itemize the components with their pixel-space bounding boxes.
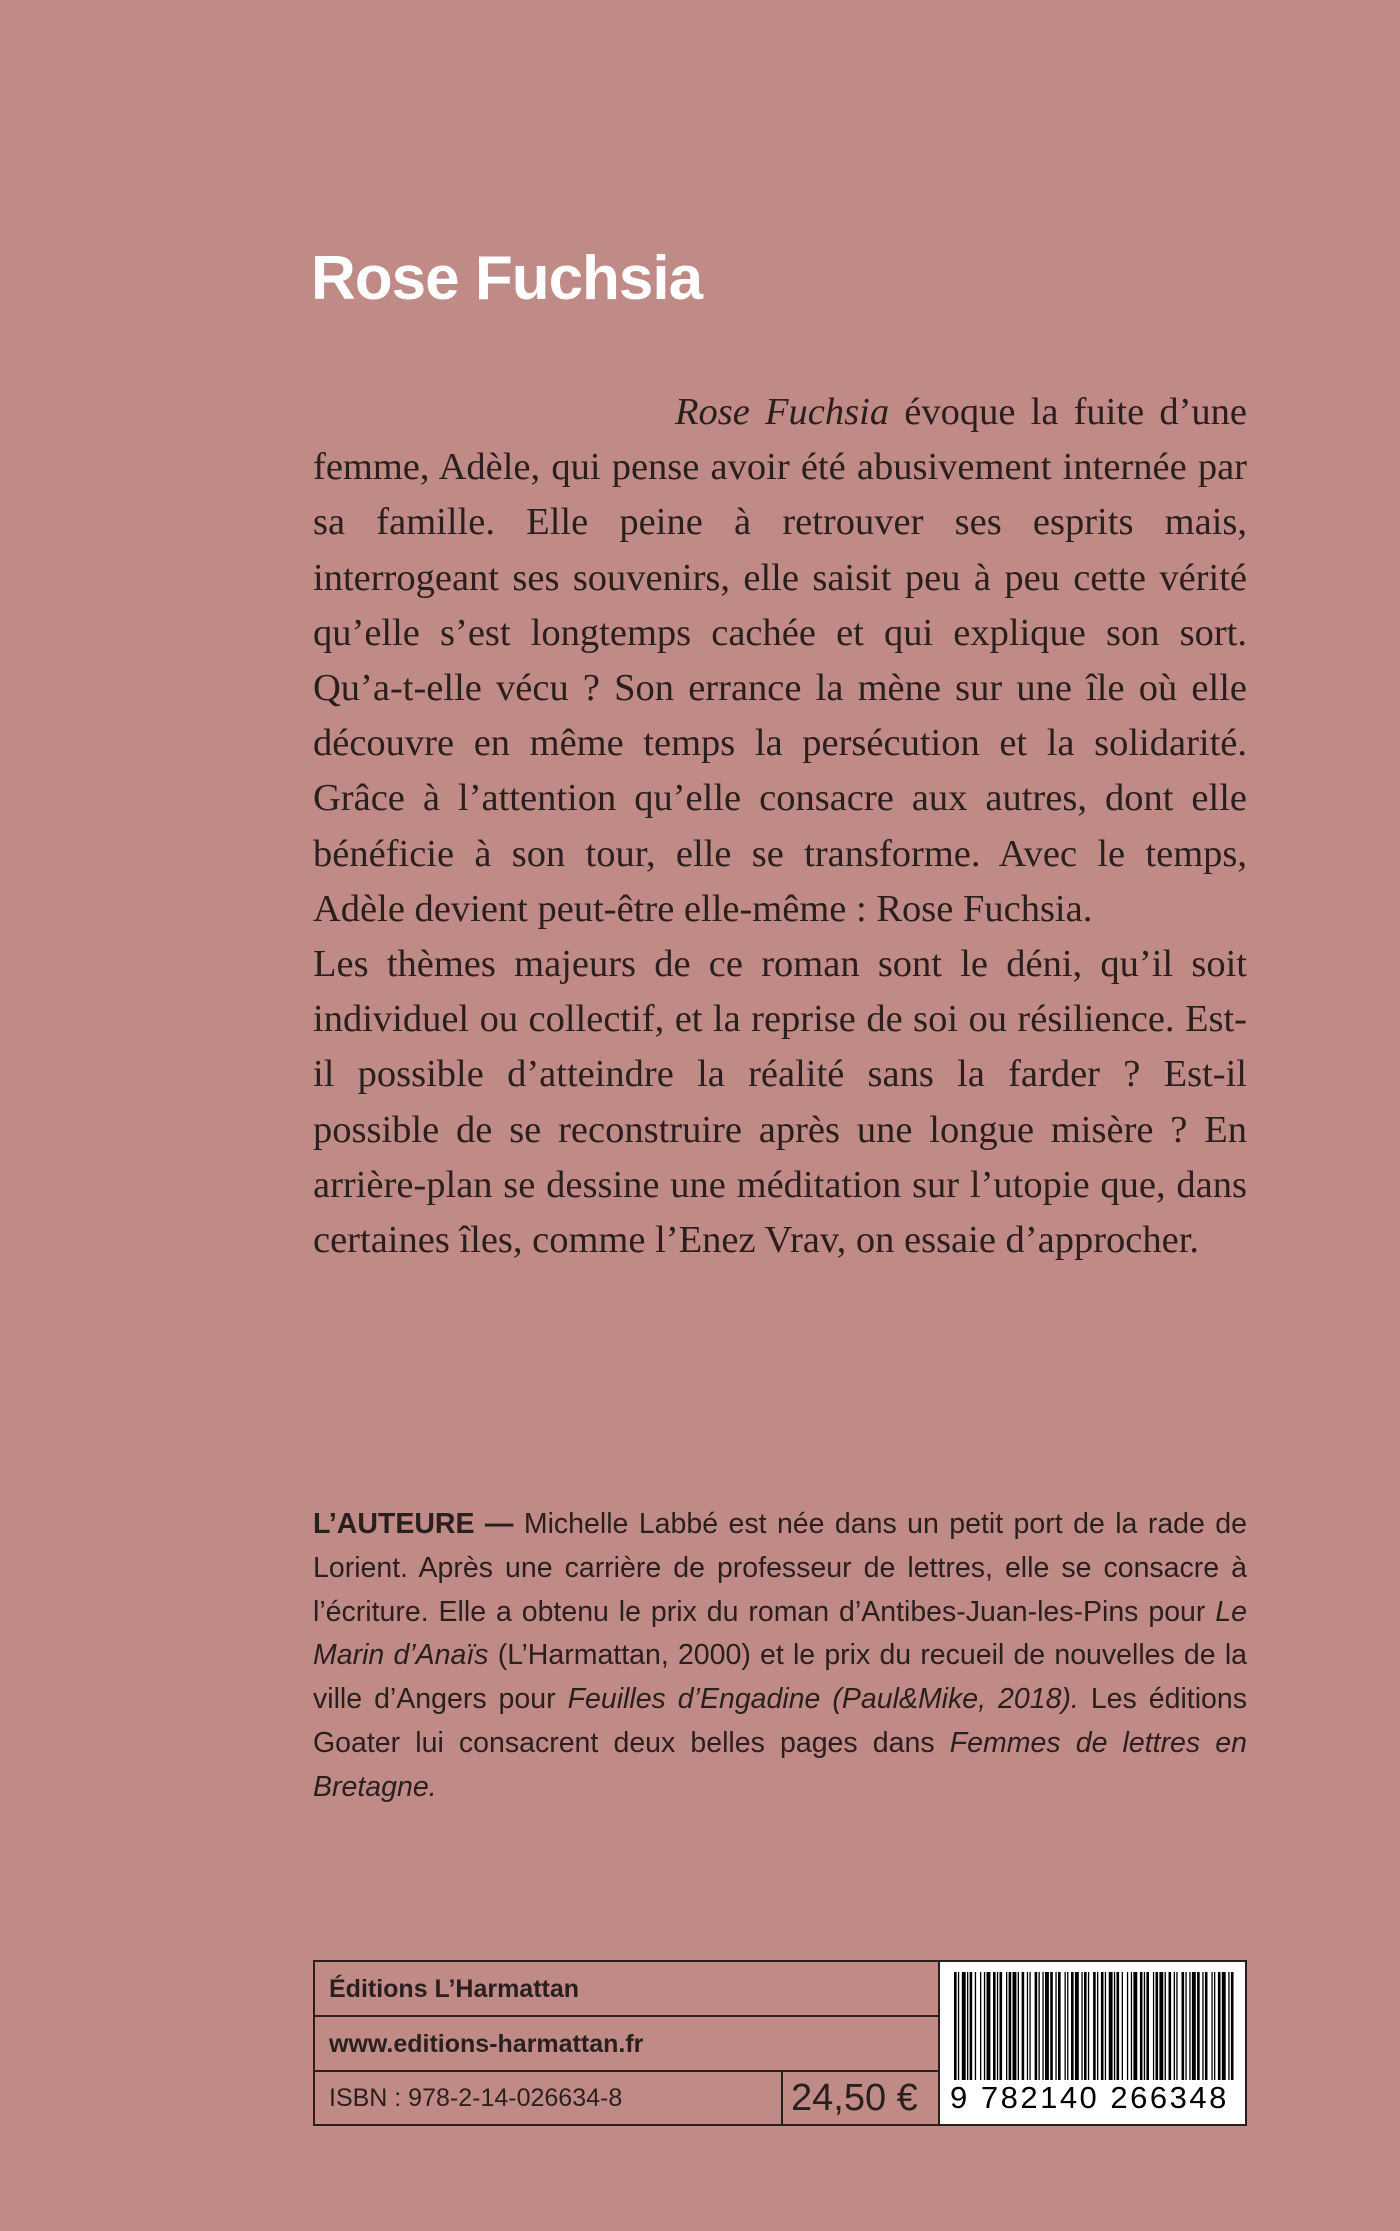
author-bio-work-1: Le Marin d’Anaïs — [313, 1595, 1247, 1672]
blurb-text-1: évoque la fuite d’une femme, Adèle, qui pense avoir été abusivement internée par sa famille. Elle peine à retrouver ses esprits mais, interrogeant ses souvenirs, elle saisit peu à peu cette vérité qu’elle s’est longtemps cachée et qui explique son sort. Qu’a-t-elle vécu ? Son errance la mène sur une île où elle découvre en même temps la persécution et la solidarité. Grâce à l’attention qu’elle consacre aux autres, dont elle bénéficie à son tour, elle se transforme. Avec le temps, Adèle devient peut-être elle-même : Rose Fuchsia. — [313, 391, 1248, 930]
author-bio — [313, 1503, 1247, 1810]
book-title: Rose Fuchsia — [311, 244, 703, 313]
blurb-paragraph-2: Les thèmes majeurs de ce roman sont le déni, qu’il soit individuel ou collectif, et la reprise de soi ou résilience. Est-il possible d’atteindre la réalité sans la farder ? Est-il possible de se reconstruire après une longue misère ? En arrière-plan se dessine une méditation sur l’utopie que, dans certaines îles, comme l’Enez Vrav, on essaie d’approcher. — [313, 943, 1247, 1262]
publisher-website: www.editions-harmattan.fr — [315, 2017, 938, 2072]
blurb-title-italic: Rose Fuchsia — [675, 391, 890, 433]
publisher-name: Éditions L’Harmattan — [315, 1962, 938, 2017]
author-bio-work-2: Feuilles d’Engadine (Paul&Mike, 2018). — [567, 1683, 1079, 1716]
author-bio-heading: L’AUTEURE — — [313, 1508, 514, 1540]
barcode-bars-icon — [954, 1972, 1234, 2080]
price: 24,50 € — [781, 2072, 938, 2124]
back-cover-blurb — [313, 385, 1247, 1268]
author-bio-work-3: Femmes de lettres en Bretagne. — [313, 1726, 1247, 1803]
author-bio-text-2: (L’Harmattan, 2000) et le prix du recueil de nouvelles de la ville d’Angers pour — [313, 1639, 1247, 1716]
author-bio-text-1: Michelle Labbé est née dans un petit port de la rade de Lorient. Après une carrière de professeur de lettres, elle se consacre à l’écriture. Elle a obtenu le prix du roman d’Antibes-Juan-les-Pins pour — [313, 1508, 1247, 1628]
blurb-paragraph-1 — [313, 385, 1247, 937]
author-bio-text-3: Les éditions Goater lui consacrent deux belles pages dans — [313, 1683, 1247, 1759]
isbn: ISBN : 978-2-14-026634-8 — [329, 2084, 623, 2112]
barcode-number: 9 782140 266348 — [950, 2080, 1229, 2115]
barcode — [938, 1962, 1245, 2124]
publisher-imprint-box — [313, 1960, 1247, 2126]
